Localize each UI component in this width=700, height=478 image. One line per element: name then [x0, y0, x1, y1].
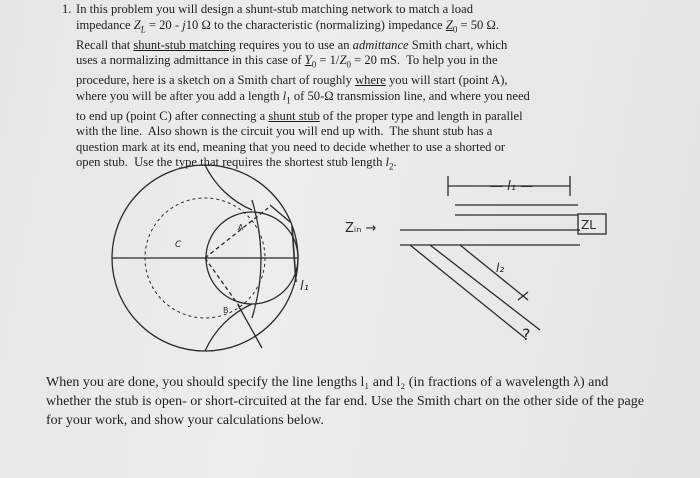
load-label: ZL	[581, 218, 596, 232]
stub-l2-label: l₂	[496, 261, 505, 275]
stub-line-2	[430, 245, 540, 330]
problem-line-1: In this problem you will design a shunt-stub matching network to match a load	[76, 2, 473, 16]
stub-line-1	[410, 245, 525, 338]
stub-question-mark: ?	[522, 325, 531, 344]
footer-text: When you are done, you should specify the line lengths l₁ and l₂ (in fractions of a wavelength λ) and whether the stub is open- or short-circuited at the far end. Use the Smith chart on the other side of the page for your work, and show your calculations below.	[46, 375, 644, 428]
smith-l1-label: l₁	[300, 279, 309, 294]
instructions-footer	[46, 373, 646, 430]
stub-inner-line	[460, 245, 528, 300]
point-c-label: C	[175, 240, 182, 250]
problem-text: In this problem you will design a shunt-stub matching network to match a load impedance $Z_L = 20 - j10$ Ω to the characteristic (normalizing) impedance $Z_0 = 50$ Ω. Recall that shunt-stub matching requires you to use an admittance Smith chart, which uses a normalizing admittance in this case of $Y_0 = 1/Z_0 = 20$ mS. To help you in the procedure, here is a sketch on a Smith chart of roughly where you will start (point A), where you will be after you add a length $l_1$ of 50-Ω transmission line, and where you need to end up (point C) after connecting a shunt stub of the proper type and length in parallel with the line. Also shown is the circuit you will end up with. The shunt stub has a question mark at its end, meaning that you need to decide whether to use a shorted or open stub. Use the type that requires the shortest stub length $l_2$.	[76, 2, 530, 172]
circuit-sketch	[400, 176, 606, 338]
path-line-b	[205, 258, 242, 310]
zin-label: Zᵢₙ →	[345, 221, 377, 236]
circuit-l1-label: — l₁ —	[490, 179, 534, 194]
smith-arc-bottom	[205, 304, 252, 351]
tick-b	[238, 305, 262, 348]
problem-number: 1.	[62, 2, 72, 16]
point-b-label: B	[223, 306, 229, 315]
point-a-label: A	[238, 223, 244, 232]
